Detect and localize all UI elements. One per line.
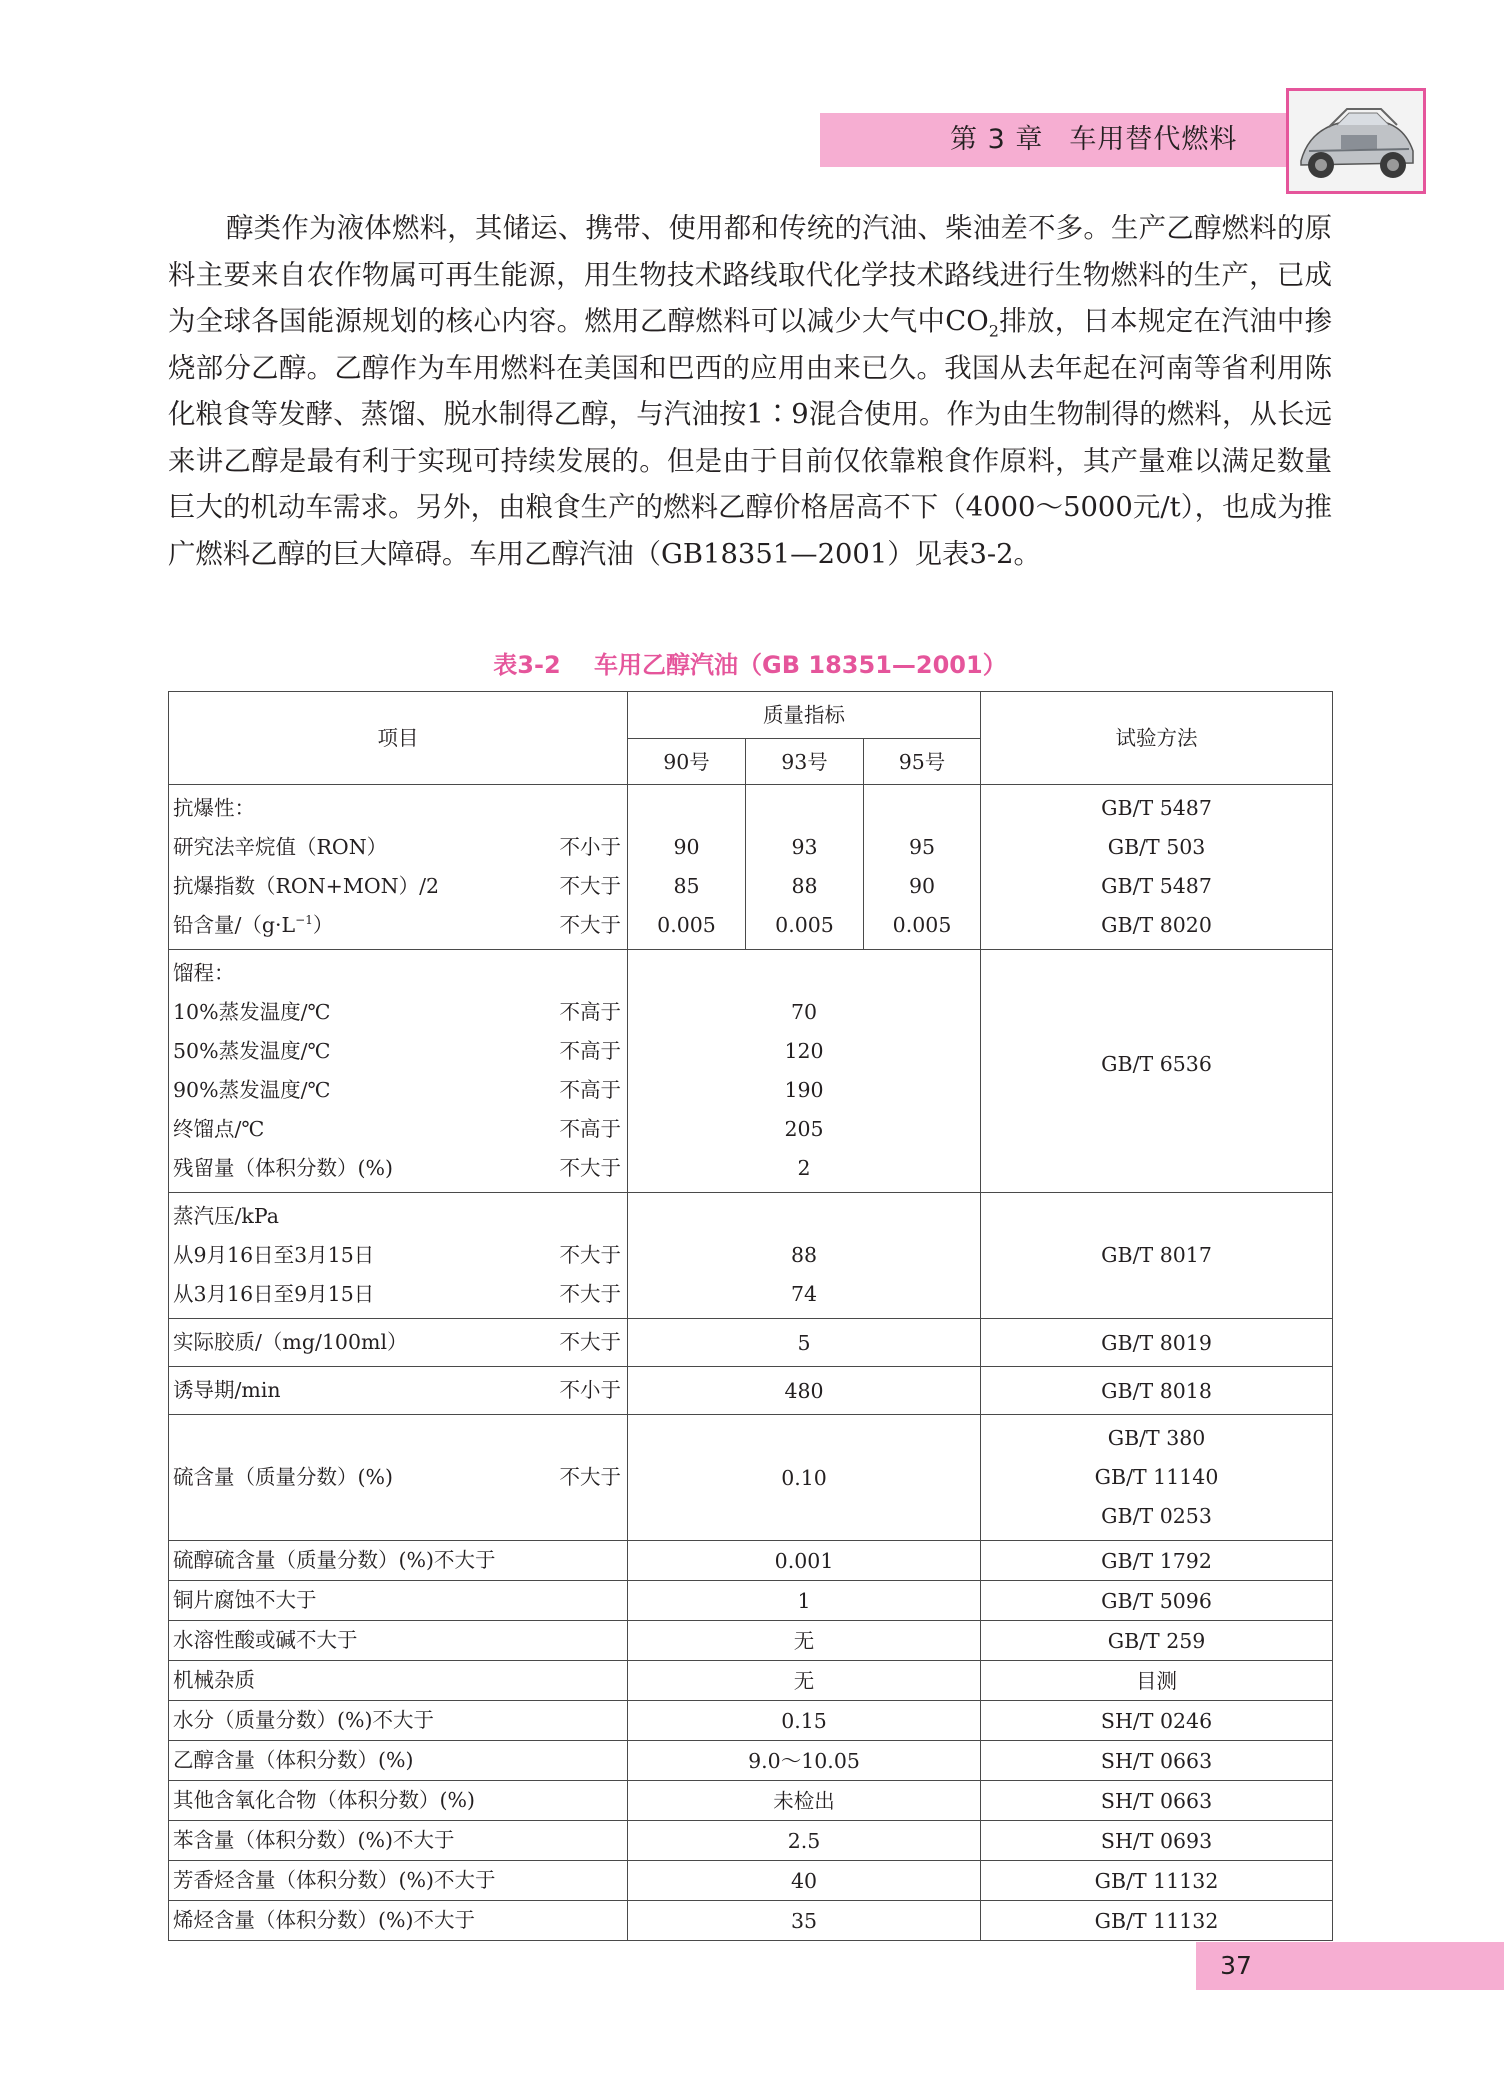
chapter-heading — [940, 113, 1237, 167]
value-cell: 74 — [790, 1282, 818, 1306]
table-row-vapor — [169, 1193, 1333, 1319]
value-95: 90 — [908, 874, 936, 898]
row-condition: 不大于 — [433, 1868, 496, 1892]
value-cell: 无 — [628, 1621, 981, 1661]
value-cell: 35 — [628, 1901, 981, 1941]
value-93: 93 — [791, 835, 818, 859]
row-label: 水分（质量分数）(%) — [173, 1708, 373, 1732]
table-row-distillation — [169, 950, 1333, 1193]
value-cell: 1 — [628, 1581, 981, 1621]
value-cell: 未检出 — [628, 1781, 981, 1821]
value-cell: 205 — [784, 1117, 824, 1141]
value-cell: 5 — [628, 1319, 981, 1367]
row-condition: 不大于 — [392, 1828, 455, 1852]
method-cell: GB/T 11132 — [981, 1901, 1333, 1941]
value-cell: 480 — [628, 1367, 981, 1415]
method-cell: SH/T 0693 — [981, 1821, 1333, 1861]
value-cell: 120 — [784, 1039, 824, 1063]
value-cell: 0.10 — [628, 1415, 981, 1541]
table-row — [169, 1861, 1333, 1901]
body-paragraph: 醇类作为液体燃料，其储运、携带、使用都和传统的汽油、柴油差不多。生产乙醇燃料的原料主要来自农作物属可再生能源，用生物技术路线取代化学技术路线进行生物燃料的生产，已成为全球各国能源规划的核心内容。燃用乙醇燃料可以减少大气中$CO_2$排放，日本规定在汽油中掺烧部分乙醇。乙醇作为车用燃料在美国和巴西的应用由来已久。我国从去年起在河南等省利用陈化粮食等发酵、蒸馏、脱水制得乙醇，与汽油按1∶9混合使用。作为由生物制得的燃料，从长远来讲乙醇是最有利于实现可持续发展的。但是由于目前仅依靠粮食作原料，其产量难以满足数量巨大的机动车需求。另外，由粮食生产的燃料乙醇价格居高不下（4000～5000元/t），也成为推广燃料乙醇的巨大障碍。车用乙醇汽油（GB18351—2001）见表3-2。 — [168, 213, 1332, 570]
method-cell: GB/T 8020 — [1101, 913, 1212, 937]
row-label: 诱导期/min — [173, 1378, 281, 1402]
row-condition: 不大于 — [433, 1548, 496, 1572]
method-cell: SH/T 0246 — [981, 1701, 1333, 1741]
row-label: 水溶性酸或碱 — [173, 1628, 296, 1652]
table-row — [169, 1581, 1333, 1621]
value-cell: 2.5 — [628, 1821, 981, 1861]
row-label: 硫含量（质量分数）(%) — [173, 1465, 393, 1489]
row-label: 90%蒸发温度/℃ — [173, 1078, 331, 1102]
group-label: 馏程： — [173, 961, 235, 985]
method-cell: GB/T 11140 — [1094, 1465, 1219, 1489]
row-label: 残留量（体积分数）(%) — [173, 1156, 393, 1180]
header-quality: 质量指标 — [628, 692, 981, 739]
row-condition: 不大于 — [559, 1465, 621, 1489]
table-row — [169, 1367, 1333, 1415]
car-chassis-illustration-icon — [1286, 88, 1426, 194]
value-cell: 88 — [790, 1243, 818, 1267]
row-label: 从3月16日至9月15日 — [173, 1282, 375, 1306]
row-condition: 不大于 — [413, 1908, 475, 1932]
row-label: 抗爆指数（RON+MON）/2 — [173, 874, 440, 898]
table-row — [169, 1541, 1333, 1581]
row-label: 苯含量（体积分数）(%) — [173, 1828, 393, 1852]
row-condition: 不高于 — [559, 1000, 621, 1024]
method-cell: GB/T 5487 — [1101, 796, 1212, 820]
value-93: 0.005 — [775, 913, 834, 937]
row-condition: 不大于 — [559, 1282, 621, 1306]
row-label: 研究法辛烷值（RON） — [173, 835, 388, 859]
header-item: 项目 — [169, 692, 628, 785]
row-label: 其他含氧化合物（体积分数）(%) — [173, 1788, 475, 1812]
row-label: 50%蒸发温度/℃ — [173, 1039, 331, 1063]
table-row — [169, 1901, 1333, 1941]
value-95: 0.005 — [892, 913, 952, 937]
method-cell: GB/T 8019 — [981, 1319, 1333, 1367]
row-label: 从9月16日至3月15日 — [173, 1243, 375, 1267]
chapter-number: 第 3 章 — [950, 124, 1044, 155]
table-row — [169, 1741, 1333, 1781]
row-condition: 不小于 — [559, 1378, 621, 1402]
row-condition: 不大于 — [559, 874, 621, 898]
table-row — [169, 1415, 1333, 1541]
method-cell: SH/T 0663 — [981, 1781, 1333, 1821]
value-cell: 2 — [797, 1156, 811, 1180]
value-93: 88 — [791, 874, 818, 898]
method-cell: GB/T 5487 — [1101, 874, 1212, 898]
value-95: 95 — [908, 835, 936, 859]
table-caption: 表3-2 车用乙醇汽油（GB 18351—2001） — [493, 651, 1007, 679]
row-label: 烯烃含量（体积分数）(%) — [173, 1908, 414, 1932]
row-condition: 不高于 — [559, 1117, 621, 1141]
row-condition: 不小于 — [559, 835, 621, 859]
row-label: 机械杂质 — [173, 1668, 255, 1692]
row-label: 乙醇含量（体积分数）(%) — [173, 1748, 414, 1772]
table-row — [169, 1621, 1333, 1661]
page-number: 37 — [1220, 1951, 1252, 1980]
value-90: 85 — [673, 874, 700, 898]
group-label: 抗爆性： — [173, 796, 255, 820]
header-grade-93: 93号 — [746, 739, 864, 785]
value-90: 0.005 — [657, 913, 716, 937]
row-condition: 不大于 — [559, 1330, 621, 1354]
table-row — [169, 1821, 1333, 1861]
method-cell: GB/T 0253 — [1101, 1504, 1212, 1528]
row-condition: 不高于 — [559, 1078, 621, 1102]
table-row-antiknock — [169, 785, 1333, 950]
chapter-title: 车用替代燃料 — [1069, 124, 1238, 155]
method-cell: GB/T 8018 — [981, 1367, 1333, 1415]
value-cell: 40 — [628, 1861, 981, 1901]
table-row — [169, 1781, 1333, 1821]
row-condition: 不大于 — [255, 1588, 317, 1612]
value-cell: 70 — [790, 1000, 818, 1024]
row-condition: 不大于 — [559, 1156, 621, 1180]
table-row — [169, 1319, 1333, 1367]
method-cell: GB/T 1792 — [981, 1541, 1333, 1581]
method-cell: 目测 — [981, 1661, 1333, 1701]
value-cell: 0.15 — [628, 1701, 981, 1741]
method-cell: GB/T 6536 — [981, 950, 1333, 1193]
row-condition: 不大于 — [372, 1708, 434, 1732]
row-condition: 不高于 — [559, 1039, 621, 1063]
row-label: 铜片腐蚀 — [173, 1588, 255, 1612]
method-cell: GB/T 8017 — [1101, 1243, 1212, 1267]
row-label: 铅含量$/(g\cdot L^{-1})$ — [173, 913, 334, 937]
row-condition: 不大于 — [559, 913, 621, 937]
method-cell: GB/T 5096 — [981, 1581, 1333, 1621]
group-label: 蒸汽压/kPa — [173, 1204, 279, 1228]
method-cell: GB/T 380 — [1107, 1426, 1206, 1450]
row-label: 实际胶质/（mg/100ml） — [173, 1330, 408, 1354]
spec-table — [168, 691, 1333, 1941]
value-cell: 9.0～10.05 — [628, 1741, 981, 1781]
table-row — [169, 1701, 1333, 1741]
row-label: 硫醇硫含量（质量分数）(%) — [173, 1548, 434, 1572]
method-cell: GB/T 259 — [981, 1621, 1333, 1661]
method-cell: SH/T 0663 — [981, 1741, 1333, 1781]
method-cell: GB/T 503 — [1107, 835, 1206, 859]
header-grade-90: 90号 — [628, 739, 746, 785]
row-label: 终馏点/℃ — [173, 1117, 265, 1141]
value-cell: 无 — [628, 1661, 981, 1701]
header-method: 试验方法 — [981, 692, 1333, 785]
value-90: 90 — [673, 835, 700, 859]
row-condition: 不大于 — [559, 1243, 621, 1267]
table-row — [169, 1661, 1333, 1701]
value-cell: 0.001 — [628, 1541, 981, 1581]
header-grade-95: 95号 — [864, 739, 981, 785]
method-cell: GB/T 11132 — [981, 1861, 1333, 1901]
row-label: 芳香烃含量（体积分数）(%) — [173, 1868, 434, 1892]
row-condition: 不大于 — [296, 1628, 358, 1652]
value-cell: 190 — [784, 1078, 824, 1102]
row-label: 10%蒸发温度/℃ — [173, 1000, 331, 1024]
